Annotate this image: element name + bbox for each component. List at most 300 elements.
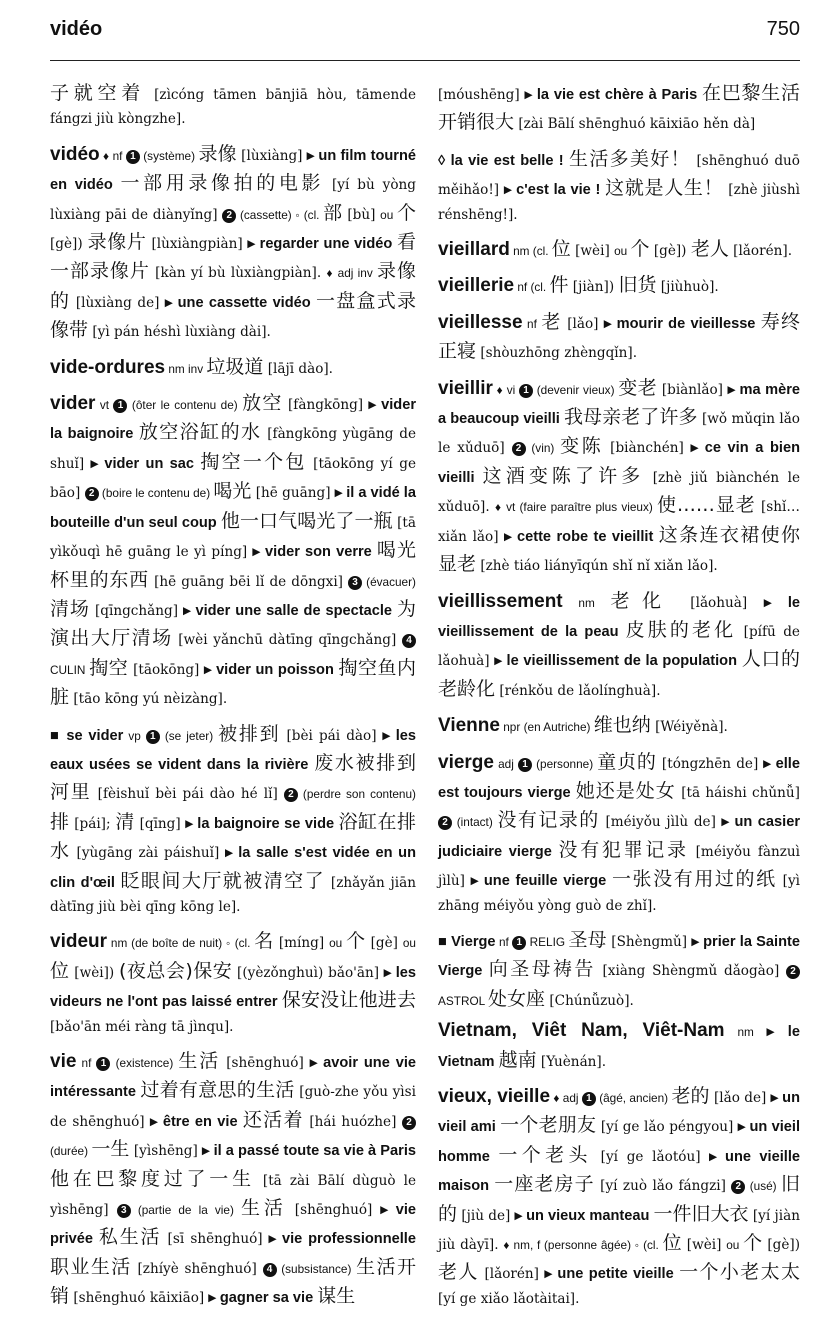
grammar-note: ou xyxy=(402,936,416,951)
chinese-text: (夜总会)保安 xyxy=(119,959,233,982)
pinyin: [lǎo] xyxy=(561,315,605,332)
chinese-text: 这酒变陈了许多 xyxy=(482,464,645,487)
sense-number-marker: 2 xyxy=(85,487,99,501)
dictionary-entry xyxy=(50,1046,416,1311)
chinese-text: 处女座 xyxy=(488,987,546,1010)
example-phrase: ▸ vider un poisson xyxy=(204,661,339,678)
grammar-note: adj xyxy=(493,756,518,771)
chinese-text: 放空 xyxy=(242,392,283,415)
pinyin: [zhíyè shēnghuó] xyxy=(131,1260,263,1277)
chinese-text: 生活开销 xyxy=(50,1255,416,1308)
pinyin: [shēnghuó kāixiāo] xyxy=(69,1290,209,1307)
grammar-note: ♦ nm, f (personne âgée) ◦ (cl. xyxy=(503,1238,663,1253)
chinese-text: 生活 xyxy=(178,1050,221,1072)
grammar-note: (intact) xyxy=(452,815,498,830)
example-phrase: ▸ la vie est chère à Paris xyxy=(524,87,702,103)
example-phrase: ◊ la vie est belle ! xyxy=(438,152,570,169)
pinyin: [Chúnǚzuò]. xyxy=(545,992,634,1009)
pinyin: [fèishuǐ bèi pái dào hé lǐ] xyxy=(91,786,284,803)
pinyin: [qīng] xyxy=(134,815,186,832)
pinyin: [pái]; xyxy=(69,815,116,832)
pinyin: [guò-zhe yǒu yìsi de shēnghuó] xyxy=(50,1084,416,1130)
chinese-text: 老人 xyxy=(690,238,729,261)
sense-number-marker: 3 xyxy=(117,1204,131,1218)
chinese-text: 他在巴黎度过了一生 xyxy=(50,1167,255,1190)
pinyin: [tā zài Bālí dùguò le yìshēng] xyxy=(50,1172,416,1219)
entry-headword: vierge xyxy=(438,751,494,773)
chinese-text: 废水被排到河里 xyxy=(50,751,416,804)
entry-headword: vieillesse xyxy=(438,311,523,333)
pinyin: [xiàng Shèngmǔ dǎogào] xyxy=(595,963,786,980)
chinese-text: 老化 xyxy=(610,589,674,612)
pinyin: [shēnghuó duō měihǎo!] xyxy=(438,152,800,199)
chinese-text: 清 xyxy=(115,810,135,833)
entry-headword: vieux, vieille xyxy=(438,1086,551,1107)
pinyin: [tāo kōng yú nèizàng]. xyxy=(69,691,228,708)
pinyin: [jiù de] xyxy=(457,1207,515,1224)
dictionary-entry xyxy=(438,234,800,263)
example-phrase: ▸ un vieil ami xyxy=(438,1090,800,1136)
chinese-text: 为演出大厅清场 xyxy=(50,597,416,650)
pinyin: [lǎo de] xyxy=(709,1090,771,1106)
chinese-text: 生活多美好！ xyxy=(569,147,691,170)
grammar-note: nf (cl. xyxy=(514,280,550,295)
dictionary-entry xyxy=(438,270,800,299)
chinese-text: 个 xyxy=(396,201,416,224)
entry-headword: vide-ordures xyxy=(50,356,166,378)
pinyin: [hē guāng bēi lǐ de dōngxi] xyxy=(148,573,349,590)
example-phrase: ▸ vider la baignoire xyxy=(50,397,417,443)
chinese-text: 喝光 xyxy=(213,480,252,503)
example-phrase: ▸ le vieillissement de la peau xyxy=(438,594,800,640)
chinese-text: 一盘盒式录像带 xyxy=(50,289,416,342)
pinyin: [gè]) xyxy=(649,243,691,260)
sense-number-marker: 1 xyxy=(518,758,532,772)
grammar-note: nm (cl. xyxy=(509,244,552,259)
example-phrase: ▸ avoir une vie intéressante xyxy=(50,1055,416,1101)
chinese-text: 谋生 xyxy=(317,1285,356,1308)
grammar-note: ou xyxy=(329,936,347,951)
chinese-text: 在巴黎生活开销很大 xyxy=(438,82,800,134)
example-phrase: ▸ il a vidé la bouteille d'un seul coup xyxy=(50,485,416,531)
example-phrase: ▸ vie privée xyxy=(50,1202,416,1248)
chinese-text: 清场 xyxy=(50,597,90,620)
sense-number-marker: 2 xyxy=(438,816,452,830)
chinese-text: 录像的 xyxy=(50,260,416,312)
example-phrase: ▸ ma mère a beaucoup vieilli xyxy=(438,381,801,428)
grammar-note: ou xyxy=(614,244,631,259)
grammar-note: ♦ vi xyxy=(492,382,520,397)
grammar-note: (existence) xyxy=(110,1056,179,1070)
pinyin: [yìshēng] xyxy=(129,1143,203,1160)
pinyin: [yí ge xiǎo lǎotàitai]. xyxy=(438,1290,580,1307)
chinese-text: 一件旧大衣 xyxy=(653,1202,749,1225)
pinyin: [méiyǒu jìlù de] xyxy=(599,814,722,831)
example-phrase: ▸ la salle s'est vidée en un clin d'œil xyxy=(50,845,416,891)
pinyin: [yì pán héshì lùxiàng dài]. xyxy=(88,324,271,341)
pinyin: [tāokōng yí ge bāo] xyxy=(50,455,416,502)
chinese-text: 掏空鱼内脏 xyxy=(50,656,416,709)
pinyin: [bù] xyxy=(342,206,381,223)
chinese-text: 放空浴缸的水 xyxy=(138,421,262,444)
example-phrase: ▸ un vieil homme xyxy=(438,1119,800,1165)
sense-number-marker: 2 xyxy=(402,1116,416,1130)
chinese-text: 维也纳 xyxy=(593,714,651,737)
chinese-text: 童贞的 xyxy=(597,750,657,773)
grammar-note: ou xyxy=(726,1238,744,1253)
chinese-text: 喝光杯里的东西 xyxy=(50,539,416,591)
entry-headword: vieillir xyxy=(438,377,493,399)
pinyin: [shòuzhōng zhèngqǐn]. xyxy=(476,345,638,362)
chinese-text: 没有犯罪记录 xyxy=(558,838,689,861)
grammar-note: (usé) xyxy=(745,1179,781,1194)
chinese-text: 位 xyxy=(50,959,70,982)
chinese-text: 还活着 xyxy=(242,1108,304,1131)
chinese-text: 皮肤的老化 xyxy=(625,618,737,641)
pinyin: [gè] xyxy=(365,935,403,952)
chinese-text: 变陈 xyxy=(560,435,604,458)
chinese-text: 一座老房子 xyxy=(494,1173,595,1196)
pinyin: [sī shēnghuó] xyxy=(161,1231,269,1248)
entry-headword: vieillissement xyxy=(438,590,563,612)
chinese-text: 寿终正寝 xyxy=(438,310,800,363)
pinyin: [yí jiàn jiù dàyī]. xyxy=(438,1207,800,1254)
sense-number-marker: 2 xyxy=(512,442,526,456)
pinyin: [shēnghuó] xyxy=(220,1055,310,1071)
pinyin: [lǎorén]. xyxy=(728,243,793,260)
grammar-note: ♦ adj inv xyxy=(326,266,377,281)
sense-number-marker: 2 xyxy=(284,788,298,802)
chinese-text: 老人 xyxy=(438,1261,479,1284)
pinyin: [tóngzhēn de] xyxy=(656,755,764,772)
chinese-text: 一个老朋友 xyxy=(500,1114,597,1137)
chinese-text: 向圣母祷告 xyxy=(488,958,596,981)
pinyin: [wǒ mǔqin lǎo le xǔduō] xyxy=(438,411,800,457)
grammar-note: (cassette) ◦ (cl. xyxy=(236,207,324,222)
pinyin: [Yuènán]. xyxy=(536,1053,607,1070)
pinyin: [wèi] xyxy=(570,243,615,260)
sense-number-marker: 4 xyxy=(263,1263,277,1277)
example-phrase: ▸ les eaux usées se vident dans la rivière xyxy=(50,727,416,773)
grammar-note: nm (de boîte de nuit) ◦ (cl. xyxy=(107,936,255,951)
example-phrase: ▸ cette robe te vieillit xyxy=(504,528,659,545)
pinyin: [zhè jiǔ biànchén le xǔduō]. xyxy=(438,469,800,516)
grammar-note: nm inv xyxy=(165,361,207,376)
grammar-note: (système) xyxy=(139,148,199,163)
pinyin: [tāokōng] xyxy=(128,661,205,678)
pinyin: [qīngchǎng] xyxy=(89,602,184,619)
dictionary-entry xyxy=(438,373,800,579)
example-phrase: ▸ une petite vieille xyxy=(544,1266,680,1283)
grammar-note: nm xyxy=(724,1025,767,1040)
pinyin: [zìcóng tāmen bānjiā hòu, tāmende fángzi jiù kòngzhe]. xyxy=(50,87,416,128)
chinese-text: 部 xyxy=(323,201,343,224)
chinese-text: 看一部录像片 xyxy=(50,231,416,283)
grammar-note: RELIG xyxy=(526,934,569,949)
example-phrase: ■ se vider xyxy=(50,727,124,744)
grammar-note: (boire le contenu de) xyxy=(98,486,214,501)
chinese-text: 掏空 xyxy=(89,656,129,679)
grammar-note: (perdre son contenu) xyxy=(297,787,416,802)
example-phrase: ▸ gagner sa vie xyxy=(208,1290,318,1307)
chinese-text: 这条连衣裙使你显老 xyxy=(438,523,800,576)
example-phrase: ▸ le vieillissement de la population xyxy=(494,653,742,670)
pinyin: [(yèzǒnghuì) bǎo'ān] xyxy=(232,964,384,981)
pinyin: [yí zuò lǎo fángzi] xyxy=(594,1178,732,1195)
chinese-text: 老 xyxy=(541,310,562,333)
sense-number-marker: 1 xyxy=(146,730,160,744)
chinese-text: 变老 xyxy=(618,376,658,399)
pinyin: [tā háishi chǔnǚ] xyxy=(675,784,800,801)
chinese-text: 名 xyxy=(254,930,274,953)
chinese-text: 越南 xyxy=(498,1048,537,1071)
entry-headword: vieillard xyxy=(438,239,510,261)
grammar-note: ou xyxy=(380,207,397,222)
entry-headword: Vienne xyxy=(438,715,500,737)
dictionary-entry xyxy=(438,1081,800,1311)
left-column xyxy=(50,78,416,1318)
chinese-text: 私生活 xyxy=(98,1226,162,1249)
example-phrase: ▸ elle est toujours vierge xyxy=(438,755,800,801)
pinyin: [yí bù yòng lùxiàng pāi de diànyǐng] xyxy=(50,177,416,223)
sense-number-marker: 1 xyxy=(113,399,127,413)
chinese-text: 一个老头 xyxy=(498,1143,592,1166)
sense-number-marker: 1 xyxy=(96,1057,110,1071)
example-phrase: ■ Vierge xyxy=(438,933,496,950)
pinyin: [hē guāng] xyxy=(251,485,335,502)
pinyin: [lājī dào]. xyxy=(263,360,333,377)
pinyin: [yùgāng zài páishuǐ] xyxy=(70,845,226,862)
chinese-text: 她还是处女 xyxy=(575,779,676,802)
grammar-note: ASTROL xyxy=(438,993,489,1008)
grammar-note: (vin) xyxy=(525,441,561,456)
chinese-text: 这就是人生！ xyxy=(605,177,724,200)
example-phrase: ▸ vider son verre xyxy=(252,544,377,561)
grammar-note: vp xyxy=(123,728,146,743)
example-phrase: ▸ vider un sac xyxy=(90,455,201,472)
example-phrase: ▸ il a passé toute sa vie à Paris xyxy=(202,1143,416,1160)
chinese-text: 垃圾道 xyxy=(206,355,264,378)
dictionary-entry xyxy=(50,352,416,381)
chinese-text: 排 xyxy=(50,810,70,833)
pinyin: [biànchén] xyxy=(603,440,691,457)
chinese-text: 位 xyxy=(662,1232,683,1255)
example-phrase: ▸ le Vietnam xyxy=(438,1024,800,1070)
sense-number-marker: 1 xyxy=(512,936,526,950)
chinese-text: 位 xyxy=(551,238,571,261)
dictionary-entry xyxy=(438,307,800,366)
pinyin: [lùxiàng] xyxy=(236,147,307,164)
pinyin: [yì zhāng méiyǒu yòng guò de zhǐ]. xyxy=(438,873,800,914)
chinese-text: 一部用录像拍的电影 xyxy=(120,172,325,195)
chinese-text: 圣母 xyxy=(568,928,607,951)
grammar-note: ♦ vt (faire paraître plus vieux) xyxy=(494,500,657,515)
pinyin: [pífū de lǎohuà] xyxy=(438,623,800,670)
grammar-note: nf xyxy=(495,934,513,949)
chinese-text: 使……显老 xyxy=(657,494,756,517)
dictionary-entry xyxy=(438,747,800,918)
chinese-text: 保安没让他进去 xyxy=(281,989,416,1012)
pinyin: [zài Bālí shēnghuó kāixiāo hěn dà] xyxy=(514,116,756,133)
pinyin: [Wéiyěnà]. xyxy=(650,719,728,736)
grammar-note: (subsistance) xyxy=(276,1261,357,1276)
grammar-note: nm xyxy=(562,595,611,610)
dictionary-entry xyxy=(438,586,800,704)
pinyin: [jiàn]) xyxy=(568,279,619,296)
grammar-note: (durée) xyxy=(50,1144,92,1159)
pinyin: [biànlǎo] xyxy=(657,381,728,398)
pinyin: [lǎohuà] xyxy=(673,594,764,611)
pinyin: [Shèngmǔ] xyxy=(606,933,692,950)
sense-number-marker: 2 xyxy=(786,965,800,979)
chinese-text: 眨眼间大厅就被清空了 xyxy=(120,869,326,892)
example-phrase: ▸ c'est la vie ! xyxy=(504,182,606,199)
pinyin: [zhǎyǎn jiān dàtīng jiù bèi qīng kōng le]. xyxy=(50,874,416,915)
chinese-text: 生活 xyxy=(241,1197,287,1220)
example-phrase: ▸ prier la Sainte Vierge xyxy=(438,933,800,980)
chinese-text: 没有记录的 xyxy=(497,809,600,832)
page-header xyxy=(50,12,800,48)
chinese-text: 录像 xyxy=(198,142,237,165)
sense-number-marker: 2 xyxy=(222,209,236,223)
pinyin: [jiùhuò]. xyxy=(656,279,719,296)
chinese-text: 一个小老太太 xyxy=(679,1261,800,1284)
chinese-text: 旧货 xyxy=(618,274,657,297)
pinyin: [yí ge lǎotóu] xyxy=(591,1148,710,1165)
dictionary-entry xyxy=(438,78,800,137)
pinyin: [hái huózhe] xyxy=(303,1113,402,1130)
pinyin: [zhè jiùshì rénshēng!]. xyxy=(438,182,800,223)
grammar-note: ♦ adj xyxy=(550,1091,582,1105)
sense-number-marker: 3 xyxy=(348,576,362,590)
entry-headword: videur xyxy=(50,931,108,953)
pinyin: [bèi pái dào] xyxy=(280,727,383,744)
right-column xyxy=(438,78,800,1318)
grammar-note: npr (en Autriche) xyxy=(499,720,594,735)
example-phrase: ▸ vie professionnelle xyxy=(268,1231,416,1248)
grammar-note: (devenir vieux) xyxy=(533,382,619,397)
pinyin: [gè]) xyxy=(762,1237,800,1254)
pinyin: [yí ge lǎo péngyou] xyxy=(596,1119,738,1136)
pinyin: [wèi yǎnchū dàtīng qīngchǎng] xyxy=(172,632,402,649)
dictionary-entry xyxy=(50,926,416,1039)
pinyin: [wèi] xyxy=(682,1237,727,1254)
example-phrase: ▸ vider une salle de spectacle xyxy=(183,602,397,619)
chinese-text: 录像片 xyxy=(87,231,147,254)
example-phrase: ▸ ce vin a bien vieilli xyxy=(438,440,800,486)
grammar-note: (ôter le contenu de) xyxy=(127,398,243,413)
dictionary-entry xyxy=(438,925,800,1013)
grammar-note: (personne) xyxy=(531,756,598,771)
grammar-note: (se jeter) xyxy=(159,728,219,743)
pinyin: [bǎo'ān méi ràng tā jìnqu]. xyxy=(50,1018,234,1035)
chinese-text: 我母亲老了许多 xyxy=(563,406,698,429)
dictionary-entry xyxy=(50,719,416,920)
example-phrase: ▸ une cassette vidéo xyxy=(164,294,316,311)
entry-headword: vider xyxy=(50,393,96,415)
grammar-note: nf xyxy=(522,316,542,331)
sense-number-marker: 4 xyxy=(402,634,416,648)
chinese-text: 被排到 xyxy=(218,722,281,745)
pinyin: [méiyǒu fànzuì jìlù] xyxy=(438,843,800,890)
entry-headword: vieillerie xyxy=(438,275,515,297)
example-phrase: ▸ mourir de vieillesse xyxy=(604,315,761,332)
entry-headword: vidéo xyxy=(50,143,100,165)
grammar-note: (évacuer) xyxy=(362,574,416,589)
example-phrase: ▸ une vieille maison xyxy=(438,1148,800,1195)
header-rule xyxy=(50,60,800,61)
example-phrase: ▸ les videurs ne l'ont pas laissé entrer xyxy=(50,964,416,1011)
chinese-text: 个 xyxy=(630,238,650,261)
chinese-text: 他一口气喝光了一瓶 xyxy=(220,509,393,532)
example-phrase: ▸ un film tourné en vidéo xyxy=(50,147,416,194)
dictionary-entry xyxy=(50,78,416,132)
chinese-text: 一张没有用过的纸 xyxy=(611,868,777,891)
pinyin: [lǎorén] xyxy=(478,1266,545,1283)
chinese-text: 旧的 xyxy=(438,1173,800,1225)
grammar-note: ♦ nf xyxy=(99,148,126,163)
chinese-text: 职业生活 xyxy=(50,1255,132,1278)
sense-number-marker: 2 xyxy=(731,1180,745,1194)
pinyin: [gè]) xyxy=(50,236,88,253)
dictionary-entry xyxy=(50,139,416,345)
running-headword: vidéo xyxy=(50,18,103,40)
pinyin: [móushēng] xyxy=(438,87,525,103)
pinyin: [míng] xyxy=(273,935,330,952)
example-phrase: ▸ la baignoire se vide xyxy=(185,815,339,832)
dictionary-entry xyxy=(438,1020,800,1074)
pinyin: [shēnghuó] xyxy=(286,1202,381,1219)
dictionary-entry xyxy=(50,388,416,711)
pinyin: [zhè tiáo liányīqún shǐ nǐ xiǎn lǎo]. xyxy=(476,558,718,575)
pinyin: [wèi]) xyxy=(69,964,120,981)
chinese-text: 掏空一个包 xyxy=(200,450,307,473)
chinese-text: 件 xyxy=(549,274,569,297)
example-phrase: ▸ un casier judiciaire vierge xyxy=(438,814,800,860)
grammar-note: nf xyxy=(76,1056,97,1070)
chinese-text: 子就空着 xyxy=(50,82,146,104)
chinese-text: 个 xyxy=(743,1232,763,1255)
sense-number-marker: 1 xyxy=(126,150,140,164)
entry-headword: Vietnam, Viêt Nam, Viêt-Nam xyxy=(438,1020,725,1042)
pinyin: [shǐ… xiǎn lǎo] xyxy=(438,499,800,545)
example-phrase: ▸ une feuille vierge xyxy=(470,873,612,890)
pinyin: [kàn yí bù lùxiàngpiàn]. xyxy=(149,265,327,282)
chinese-text: 老的 xyxy=(671,1085,710,1107)
grammar-note: (âgé, ancien) xyxy=(595,1091,672,1105)
chinese-text: 过着有意思的生活 xyxy=(140,1079,295,1102)
pinyin: [rénkǒu de lǎolínghuà]. xyxy=(495,682,661,699)
chinese-text: 浴缸在排水 xyxy=(50,810,416,863)
grammar-note: vt xyxy=(95,398,114,413)
chinese-text: 个 xyxy=(346,930,366,953)
grammar-note: CULIN xyxy=(50,662,90,677)
sense-number-marker: 1 xyxy=(519,384,533,398)
dictionary-entry xyxy=(438,144,800,227)
pinyin: [fàngkōng yùgāng de shuǐ] xyxy=(50,426,416,472)
pinyin: [lùxiàng de] xyxy=(70,294,165,311)
pinyin: [lùxiàngpiàn] xyxy=(146,236,248,253)
chinese-text: 一生 xyxy=(91,1138,130,1161)
example-phrase: ▸ un vieux manteau xyxy=(514,1207,654,1224)
example-phrase: ▸ regarder une vidéo xyxy=(247,236,397,253)
sense-number-marker: 1 xyxy=(582,1092,596,1106)
grammar-note: (partie de la vie) xyxy=(130,1203,241,1218)
entry-headword: vie xyxy=(50,1051,77,1072)
pinyin: [tā yìkǒuqì hē guāng le yì píng] xyxy=(50,514,416,561)
page-number: 750 xyxy=(766,18,800,40)
pinyin: [fàngkōng] xyxy=(282,397,369,414)
